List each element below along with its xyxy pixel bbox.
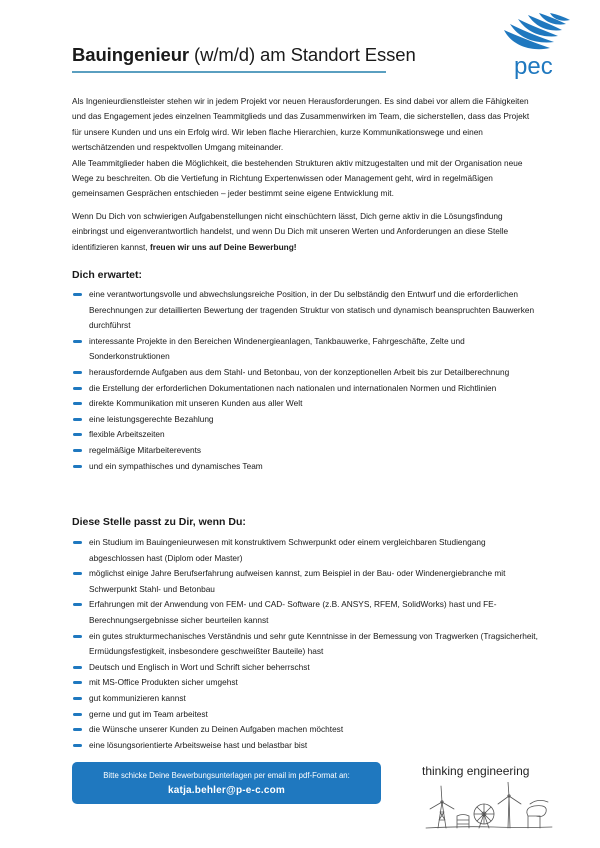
list-item bbox=[72, 412, 542, 428]
list-item-text: ein gutes strukturmechanisches Verständnis und sehr gute Kenntnisse in der Bemessung von Tragwerken (Tragsicherheit, Ermüdungsfestigkeit, insbesondere geschweißter Bauteile) hast bbox=[89, 630, 538, 657]
dash-bullet-icon bbox=[73, 433, 82, 436]
list-item-text: gerne und gut im Team arbeitest bbox=[89, 708, 208, 719]
motivation-paragraph bbox=[72, 209, 534, 255]
motivation-callout: freuen wir uns auf Deine Bewerbung! bbox=[149, 241, 297, 252]
dash-bullet-icon bbox=[73, 697, 82, 700]
list-item bbox=[72, 443, 542, 459]
list-item bbox=[72, 722, 542, 738]
list-item bbox=[72, 287, 542, 334]
list-item-text: und ein sympathisches und dynamisches Team bbox=[89, 460, 263, 471]
list-item-text: flexible Arbeitszeiten bbox=[89, 429, 165, 440]
dash-bullet-icon bbox=[73, 465, 82, 468]
list-item bbox=[72, 381, 542, 397]
list-item bbox=[72, 334, 542, 365]
motivation-text: Wenn Du Dich von schwierigen Aufgabenstellungen nicht einschüchtern lässt, Dich gerne aktiv in die Lösungsfindung einbringst und eigenverantwortlich handelst, und wenn Du Dich mit unseren Werten und Anforderungen an diese Stelle identifizieren kannst, bbox=[72, 211, 509, 252]
dash-bullet-icon bbox=[73, 541, 82, 544]
list-item bbox=[72, 365, 542, 381]
list-item bbox=[72, 707, 542, 723]
list-item-text: regelmäßige Mitarbeiterevents bbox=[89, 444, 202, 455]
dash-bullet-icon bbox=[73, 681, 82, 684]
list-item bbox=[72, 738, 542, 754]
list-item bbox=[72, 691, 542, 707]
list-item-text: herausfordernde Aufgaben aus dem Stahl- und Betonbau, von der konzeptionellen Arbeit bis zur Detailberechnung bbox=[89, 366, 510, 377]
pec-fan-logo-icon bbox=[498, 12, 584, 80]
dash-bullet-icon bbox=[73, 387, 82, 390]
dash-bullet-icon bbox=[73, 603, 82, 606]
dash-bullet-icon bbox=[73, 340, 82, 343]
section-heading-expect: Dich erwartet: bbox=[72, 269, 143, 281]
list-item bbox=[72, 566, 542, 597]
dash-bullet-icon bbox=[73, 728, 82, 731]
list-item bbox=[72, 675, 542, 691]
dash-bullet-icon bbox=[73, 449, 82, 452]
list-item bbox=[72, 427, 542, 443]
fit-list bbox=[72, 535, 542, 753]
dash-bullet-icon bbox=[73, 666, 82, 669]
dash-bullet-icon bbox=[73, 402, 82, 405]
logo-text: pec bbox=[514, 53, 553, 80]
engineering-skyline-sketch-icon bbox=[424, 782, 554, 830]
list-item-text: die Wünsche unserer Kunden zu Deinen Aufgaben machen möchtest bbox=[89, 724, 344, 735]
list-item-text: eine lösungsorientierte Arbeitsweise hast und belastbar bist bbox=[89, 739, 308, 750]
list-item bbox=[72, 535, 542, 566]
list-item bbox=[72, 629, 542, 660]
list-item-text: Deutsch und Englisch in Wort und Schrift sicher beherrschst bbox=[89, 661, 310, 672]
dash-bullet-icon bbox=[73, 371, 82, 374]
list-item-text: eine leistungsgerechte Bezahlung bbox=[89, 413, 214, 424]
list-item-text: direkte Kommunikation mit unseren Kunden aus aller Welt bbox=[89, 398, 303, 409]
dash-bullet-icon bbox=[73, 744, 82, 747]
list-item bbox=[72, 660, 542, 676]
list-item-text: Erfahrungen mit der Anwendung von FEM- und CAD- Software (z.B. ANSYS, RFEM, SolidWorks) hast und FE-Berechnungsergebnisse sicher beurteilen kannst bbox=[89, 599, 497, 625]
contact-email-link[interactable]: katja.behler@p-e-c.com bbox=[168, 785, 285, 796]
job-title-block bbox=[72, 44, 416, 73]
list-item bbox=[72, 597, 542, 628]
intro-text-1: Als Ingenieurdienstleister stehen wir in jedem Projekt vor neuen Herausforderungen. Es sind dabei vor allem die Fähigkeiten und das Engagement jedes einzelnen Teammitglieds und das Zusammenwirken im Team, die sicherstellen, dass das Projekt für unsere Kunden und uns ein Erfolg wird. Wir leben flache Hierarchien, kurze Kommunikationswege und einen wertschätzenden und respektvollen Umgang miteinander. bbox=[72, 96, 530, 153]
list-item-text: eine verantwortungsvolle und abwechslungsreiche Position, in der Du selbständig den Entwurf und die erforderlichen Berechnungen zur detaillierten Bewertung der tragenden Struktur von statisch und dynamisch beanspruchten Bauwerken durchführst bbox=[89, 289, 535, 331]
dash-bullet-icon bbox=[73, 713, 82, 716]
dash-bullet-icon bbox=[73, 572, 82, 575]
title-bold: Bauingenieur bbox=[72, 44, 190, 65]
cta-instruction: Bitte schicke Deine Bewerbungsunterlagen per email im pdf-Format an: bbox=[103, 771, 350, 780]
title-underline bbox=[72, 71, 386, 73]
section-heading-fit: Diese Stelle passt zu Dir, wenn Du: bbox=[72, 516, 246, 528]
dash-bullet-icon bbox=[73, 293, 82, 296]
list-item-text: mit MS-Office Produkten sicher umgehst bbox=[89, 677, 238, 688]
list-item bbox=[72, 459, 542, 475]
list-item-text: möglichst einige Jahre Berufserfahrung aufweisen kannst, zum Beispiel in der Bau- oder Windenergiebranche mit Schwerpunkt Stahl- und Betonbau bbox=[89, 568, 506, 594]
intro-text-2: Alle Teammitglieder haben die Möglichkeit, die bestehenden Strukturen aktiv mitzugestalten und mit der Organisation neue Wege zu beschreiten. Ob die Vertiefung in Richtung Expertenwissen oder Management geht, wird in regelmäßigen gemeinsamen Gesprächen entschieden – jeder bestimmt seine eigene Entwicklung mit. bbox=[72, 157, 523, 199]
dash-bullet-icon bbox=[73, 635, 82, 638]
page-title bbox=[72, 44, 416, 66]
pec-logo bbox=[498, 12, 584, 80]
tagline: thinking engineering bbox=[422, 764, 530, 778]
application-cta-box bbox=[72, 762, 381, 804]
expect-list bbox=[72, 287, 542, 474]
list-item-text: die Erstellung der erforderlichen Dokumentationen nach nationalen und internationalen Normen und Richtlinien bbox=[89, 382, 497, 393]
list-item-text: ein Studium im Bauingenieurwesen mit konstruktivem Schwerpunkt oder einem vergleichbaren Studiengang abgeschlossen hast (Diplom oder Master) bbox=[89, 537, 486, 563]
title-rest: (w/m/d) am Standort Essen bbox=[189, 44, 416, 65]
list-item-text: interessante Projekte in den Bereichen Windenergieanlagen, Tankbauwerke, Fahrgeschäfte, Zelte und Sonderkonstruktionen bbox=[89, 335, 465, 362]
list-item bbox=[72, 396, 542, 412]
list-item-text: gut kommunizieren kannst bbox=[89, 692, 186, 703]
intro-paragraph bbox=[72, 94, 534, 202]
dash-bullet-icon bbox=[73, 418, 82, 421]
